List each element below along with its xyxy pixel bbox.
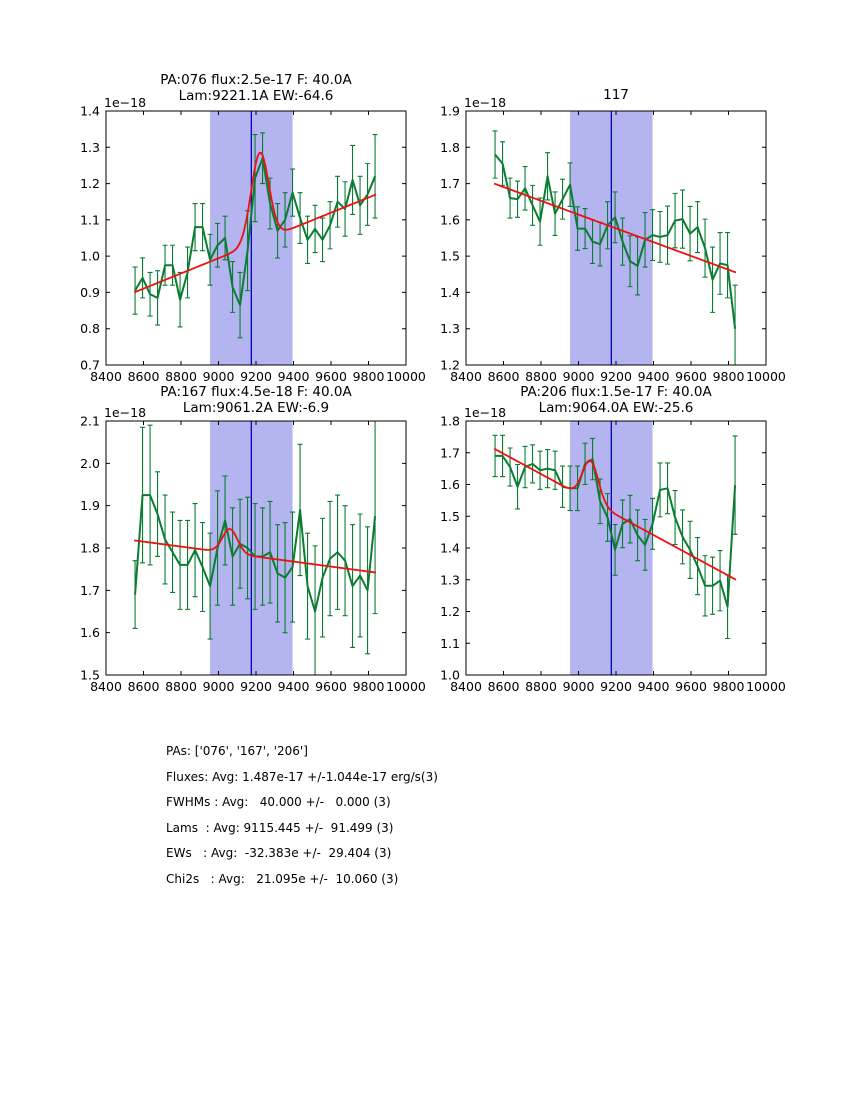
x-tick-label: 9600 xyxy=(675,679,707,694)
y-tick-label: 1.4 xyxy=(80,103,100,119)
y-tick-label: 1.4 xyxy=(440,540,460,556)
y-tick-label: 1.8 xyxy=(440,413,460,429)
x-tick-label: 8600 xyxy=(487,679,520,694)
subplot4-offset-label: 1e−18 xyxy=(464,405,507,420)
y-tick-label: 1.6 xyxy=(80,625,100,641)
x-tick-label: 8800 xyxy=(165,369,197,384)
y-tick-label: 1.6 xyxy=(440,212,460,228)
stats-line-lams: Lams : Avg: 9115.445 +/- 91.499 (3) xyxy=(166,821,394,835)
y-tick-label: 1.7 xyxy=(440,445,460,461)
x-tick-label: 8800 xyxy=(165,679,197,694)
subplot1-title-line1: PA:076 flux:2.5e-17 F: 40.0A xyxy=(160,72,352,88)
x-tick-label: 10000 xyxy=(746,679,786,694)
y-tick-label: 1.9 xyxy=(80,498,100,514)
y-tick-label: 2.1 xyxy=(80,413,100,429)
x-tick-label: 9200 xyxy=(600,369,632,384)
y-tick-label: 1.6 xyxy=(440,477,460,492)
x-tick-label: 8600 xyxy=(487,369,520,384)
subplot-2 xyxy=(440,104,786,385)
x-tick-label: 8400 xyxy=(90,369,122,384)
stats-line-ews: EWs : Avg: -32.383e +/- 29.404 (3) xyxy=(166,846,392,860)
y-tick-label: 1.2 xyxy=(80,176,100,192)
subplot-3 xyxy=(80,414,426,695)
y-tick-label: 1.7 xyxy=(80,582,100,598)
x-tick-label: 9600 xyxy=(675,369,707,384)
x-tick-label: 8600 xyxy=(127,369,160,384)
y-tick-label: 1.2 xyxy=(440,604,460,619)
x-tick-label: 9600 xyxy=(315,369,347,384)
x-tick-label: 8400 xyxy=(90,679,122,694)
y-tick-label: 1.3 xyxy=(80,139,100,155)
x-tick-label: 9800 xyxy=(352,679,385,694)
y-tick-label: 1.5 xyxy=(440,248,460,264)
x-tick-label: 9400 xyxy=(277,679,310,694)
stats-line-fwhms: FWHMs : Avg: 40.000 +/- 0.000 (3) xyxy=(166,795,391,809)
x-tick-label: 8800 xyxy=(525,679,557,694)
y-tick-label: 1.8 xyxy=(440,139,460,155)
stats-line-pas: PAs: ['076', '167', '206'] xyxy=(166,744,308,758)
x-tick-label: 9000 xyxy=(202,679,235,694)
x-tick-label: 9800 xyxy=(712,369,745,384)
x-tick-label: 9000 xyxy=(562,369,595,384)
y-tick-label: 0.8 xyxy=(80,321,100,337)
subplot4-title-line1: PA:206 flux:1.5e-17 F: 40.0A xyxy=(520,384,712,400)
y-tick-label: 1.9 xyxy=(440,103,460,119)
y-tick-label: 1.8 xyxy=(80,540,100,556)
x-tick-label: 9800 xyxy=(352,369,385,384)
x-tick-label: 9800 xyxy=(712,679,745,694)
subplot1-title-line2: Lam:9221.1A EW:-64.6 xyxy=(178,88,334,104)
x-tick-label: 9000 xyxy=(202,369,235,384)
y-tick-label: 2.0 xyxy=(80,455,100,471)
x-tick-label: 9200 xyxy=(240,679,272,694)
x-tick-label: 8800 xyxy=(525,369,557,384)
x-tick-label: 9000 xyxy=(562,679,595,694)
x-tick-label: 9600 xyxy=(315,679,347,694)
y-tick-label: 1.5 xyxy=(80,667,100,683)
subplot3-title-line1: PA:167 flux:4.5e-18 F: 40.0A xyxy=(160,384,352,400)
x-tick-label: 9200 xyxy=(240,369,272,384)
y-tick-label: 1.5 xyxy=(440,508,460,524)
x-tick-label: 10000 xyxy=(386,369,426,384)
y-tick-label: 1.7 xyxy=(440,176,460,192)
x-tick-label: 10000 xyxy=(386,679,426,694)
y-tick-label: 0.9 xyxy=(80,284,100,300)
x-tick-label: 8400 xyxy=(450,369,482,384)
x-tick-label: 8600 xyxy=(127,679,160,694)
y-tick-label: 1.4 xyxy=(440,284,460,300)
stats-line-fluxes: Fluxes: Avg: 1.487e-17 +/-1.044e-17 erg/s(3) xyxy=(166,770,438,784)
y-tick-label: 0.7 xyxy=(80,357,100,373)
stats-line-chi2s: Chi2s : Avg: 21.095e +/- 10.060 (3) xyxy=(166,872,399,886)
x-tick-label: 9400 xyxy=(277,369,310,384)
y-tick-label: 1.2 xyxy=(440,357,460,373)
subplot1-offset-label: 1e−18 xyxy=(104,95,147,110)
y-tick-label: 1.0 xyxy=(80,248,100,264)
subplot3-title-line2: Lam:9061.2A EW:-6.9 xyxy=(182,400,330,416)
x-tick-label: 9400 xyxy=(637,369,670,384)
x-tick-label: 9200 xyxy=(600,679,632,694)
x-tick-label: 8400 xyxy=(450,679,482,694)
y-tick-label: 1.1 xyxy=(80,212,100,228)
y-tick-label: 1.1 xyxy=(440,635,460,651)
y-tick-label: 1.3 xyxy=(440,321,460,337)
subplot4-title-line2: Lam:9064.0A EW:-25.6 xyxy=(538,400,694,416)
y-tick-label: 1.3 xyxy=(440,572,460,588)
subplot-4 xyxy=(440,414,786,695)
subplot-1 xyxy=(80,104,426,385)
subplot2-title: 117 xyxy=(603,87,629,103)
x-tick-label: 10000 xyxy=(746,369,786,384)
y-tick-label: 1.0 xyxy=(440,667,460,683)
x-tick-label: 9400 xyxy=(637,679,670,694)
subplot3-offset-label: 1e−18 xyxy=(104,405,147,420)
subplot2-offset-label: 1e−18 xyxy=(464,95,507,110)
